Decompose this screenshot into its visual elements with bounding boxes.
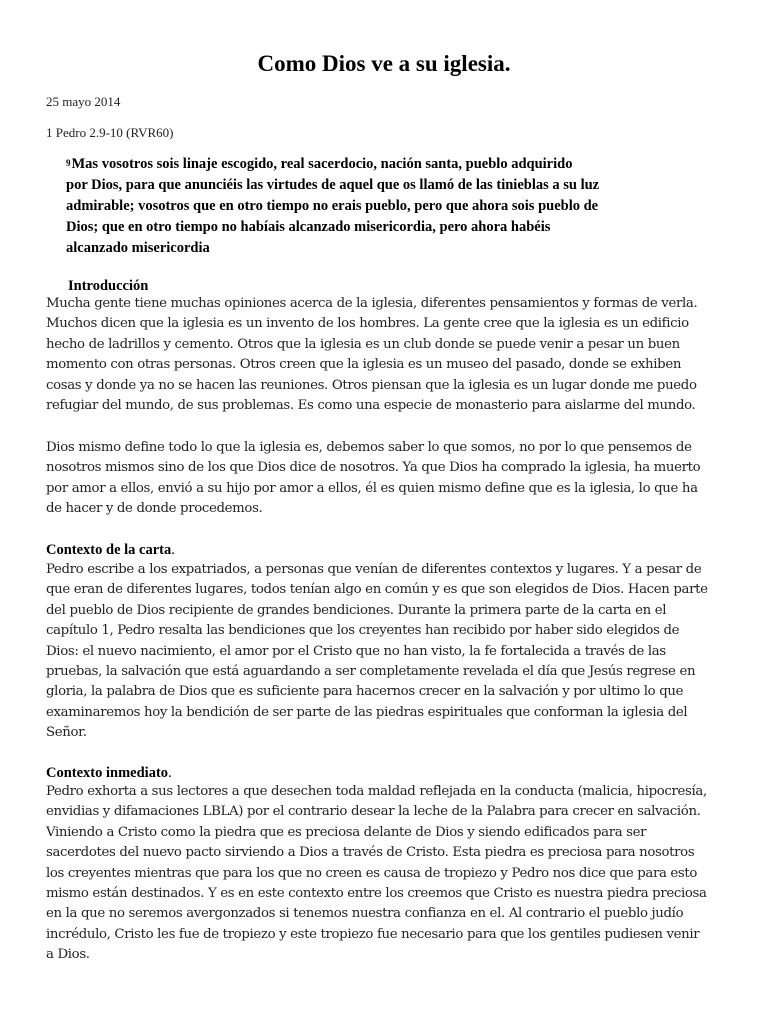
- text-line: envidias y difamaciones LBLA) por el contrario desear la leche de la Palabra para crecer en salvación.: [46, 804, 701, 820]
- sermon-date: 25 mayo 2014: [46, 94, 121, 109]
- text-line: Mucha gente tiene muchas opiniones acerca de la iglesia, diferentes pensamientos y formas de verla.: [46, 296, 698, 311]
- text-line: pruebas, la salvación que está aguardando a ser completamente revelada el día que Jesús regrese en: [46, 664, 696, 680]
- text-line: de hacer y de donde procedemos.: [46, 501, 263, 517]
- paragraph-contexto-carta: [46, 560, 722, 744]
- scripture-verse: [46, 154, 722, 259]
- scripture-reference: 1 Pedro 2.9-10 (RVR60): [46, 125, 174, 140]
- verse-number: 9: [66, 158, 71, 168]
- text-line: hecho de ladrillos y cemento. Otros que la iglesia es un club donde se puede venir a pesar un buen: [46, 336, 680, 352]
- text-line: Muchos dicen que la iglesia es un invento de los hombres. La gente cree que la iglesia es un edificio: [46, 316, 689, 332]
- text-line: momento con otras personas. Otros creen que la iglesia es un museo del pasado, donde se exhiben: [46, 357, 682, 373]
- text-line: Dios mismo define todo lo que la iglesia es, debemos saber lo que somos, no por lo que pensemos de: [46, 440, 692, 455]
- text-line: examinaremos hoy la bendición de ser parte de las piedras espirituales que conforman la iglesia del: [46, 704, 688, 720]
- verse-line: $^9$Mas vosotros sois linaje escogido, real sacerdocio, nación santa, pueblo adquirido: [66, 156, 573, 172]
- verse-line: alcanzado misericordia: [66, 240, 210, 256]
- paragraph-introduccion-2: [46, 438, 722, 520]
- text-line: capítulo 1, Pedro resalta las bendiciones que los creyentes han recibido por haber sido elegidos de: [46, 623, 680, 639]
- paragraph-contexto-inmediato: [46, 782, 722, 966]
- section-heading-introduccion: Introducción: [68, 278, 149, 294]
- text-line: refugiar del mundo, de sus problemas. Es como una especie de monasterio para aislarme del mundo.: [46, 398, 696, 414]
- text-line: por amor a ellos, envió a su hijo por amor a ellos, él es quien mismo define que es la iglesia, lo que ha: [46, 480, 698, 496]
- verse-line: Dios; que en otro tiempo no habíais alcanzado misericordia, pero ahora habéis: [66, 219, 551, 235]
- text-line: del pueblo de Dios recipiente de grandes bendiciones. Durante la primera parte de la carta en el: [46, 602, 667, 618]
- text-line: cosas y donde ya no se hacen las reuniones. Otros piensan que la iglesia es un lugar donde me puedo: [46, 377, 697, 393]
- text-line: Viniendo a Cristo como la piedra que es preciosa delante de Dios y siendo edificados para ser: [46, 824, 647, 840]
- text-line: nosotros mismos sino de los que Dios dice de nosotros. Ya que Dios ha comprado la iglesia, ha muerto: [46, 460, 701, 476]
- text-line: sacerdotes del nuevo pacto sirviendo a Dios a través de Cristo. Esta piedra es preciosa para nosotros: [46, 845, 695, 861]
- verse-line: por Dios, para que anunciéis las virtudes de aquel que os llamó de las tinieblas a su luz: [66, 177, 600, 193]
- text-line: Pedro exhorta a sus lectores a que desechen toda maldad reflejada en la conducta (malicia, hipocresía,: [46, 784, 707, 799]
- text-line: incrédulo, Cristo les fue de tropiezo y este tropiezo fue necesario para que los gentiles pudiesen venir: [46, 926, 700, 942]
- text-line: que eran de diferentes lugares, todos tenían algo en común y es que son elegidos de Dios. Hacen parte: [46, 582, 708, 598]
- text-line: Dios: el nuevo nacimiento, el amor por el Cristo que no han visto, la fe fortalecida a través de las: [46, 643, 666, 659]
- section-heading-contexto-inmediato: Contexto inmediato.: [46, 765, 172, 781]
- text-line: gloria, la palabra de Dios que es suficiente para hacernos crecer en la salvación y por ultimo lo que: [46, 684, 684, 700]
- document-title: Como Dios ve a su iglesia.: [257, 51, 511, 76]
- paragraph-introduccion-1: [46, 294, 722, 416]
- text-line: en la que no seremos avergonzados si tenemos nuestra confianza en el. Al contrario el pueblo judío: [46, 906, 684, 922]
- text-line: a Dios.: [46, 947, 90, 963]
- verse-line: admirable; vosotros que en otro tiempo no erais pueblo, pero que ahora sois pueblo de: [66, 198, 599, 214]
- section-heading-contexto-carta: Contexto de la carta.: [46, 542, 175, 558]
- text-line: mismo están destinados. Y es en este contexto entre los creemos que Cristo es nuestra piedra preciosa: [46, 886, 707, 902]
- text-line: los creyentes mientras que para los que no creen es causa de tropiezo y Pedro nos dice que para esto: [46, 865, 698, 881]
- text-line: Pedro escribe a los expatriados, a personas que venían de diferentes contextos y lugares. Y a pesar de: [46, 562, 702, 577]
- text-line: Señor.: [46, 725, 87, 741]
